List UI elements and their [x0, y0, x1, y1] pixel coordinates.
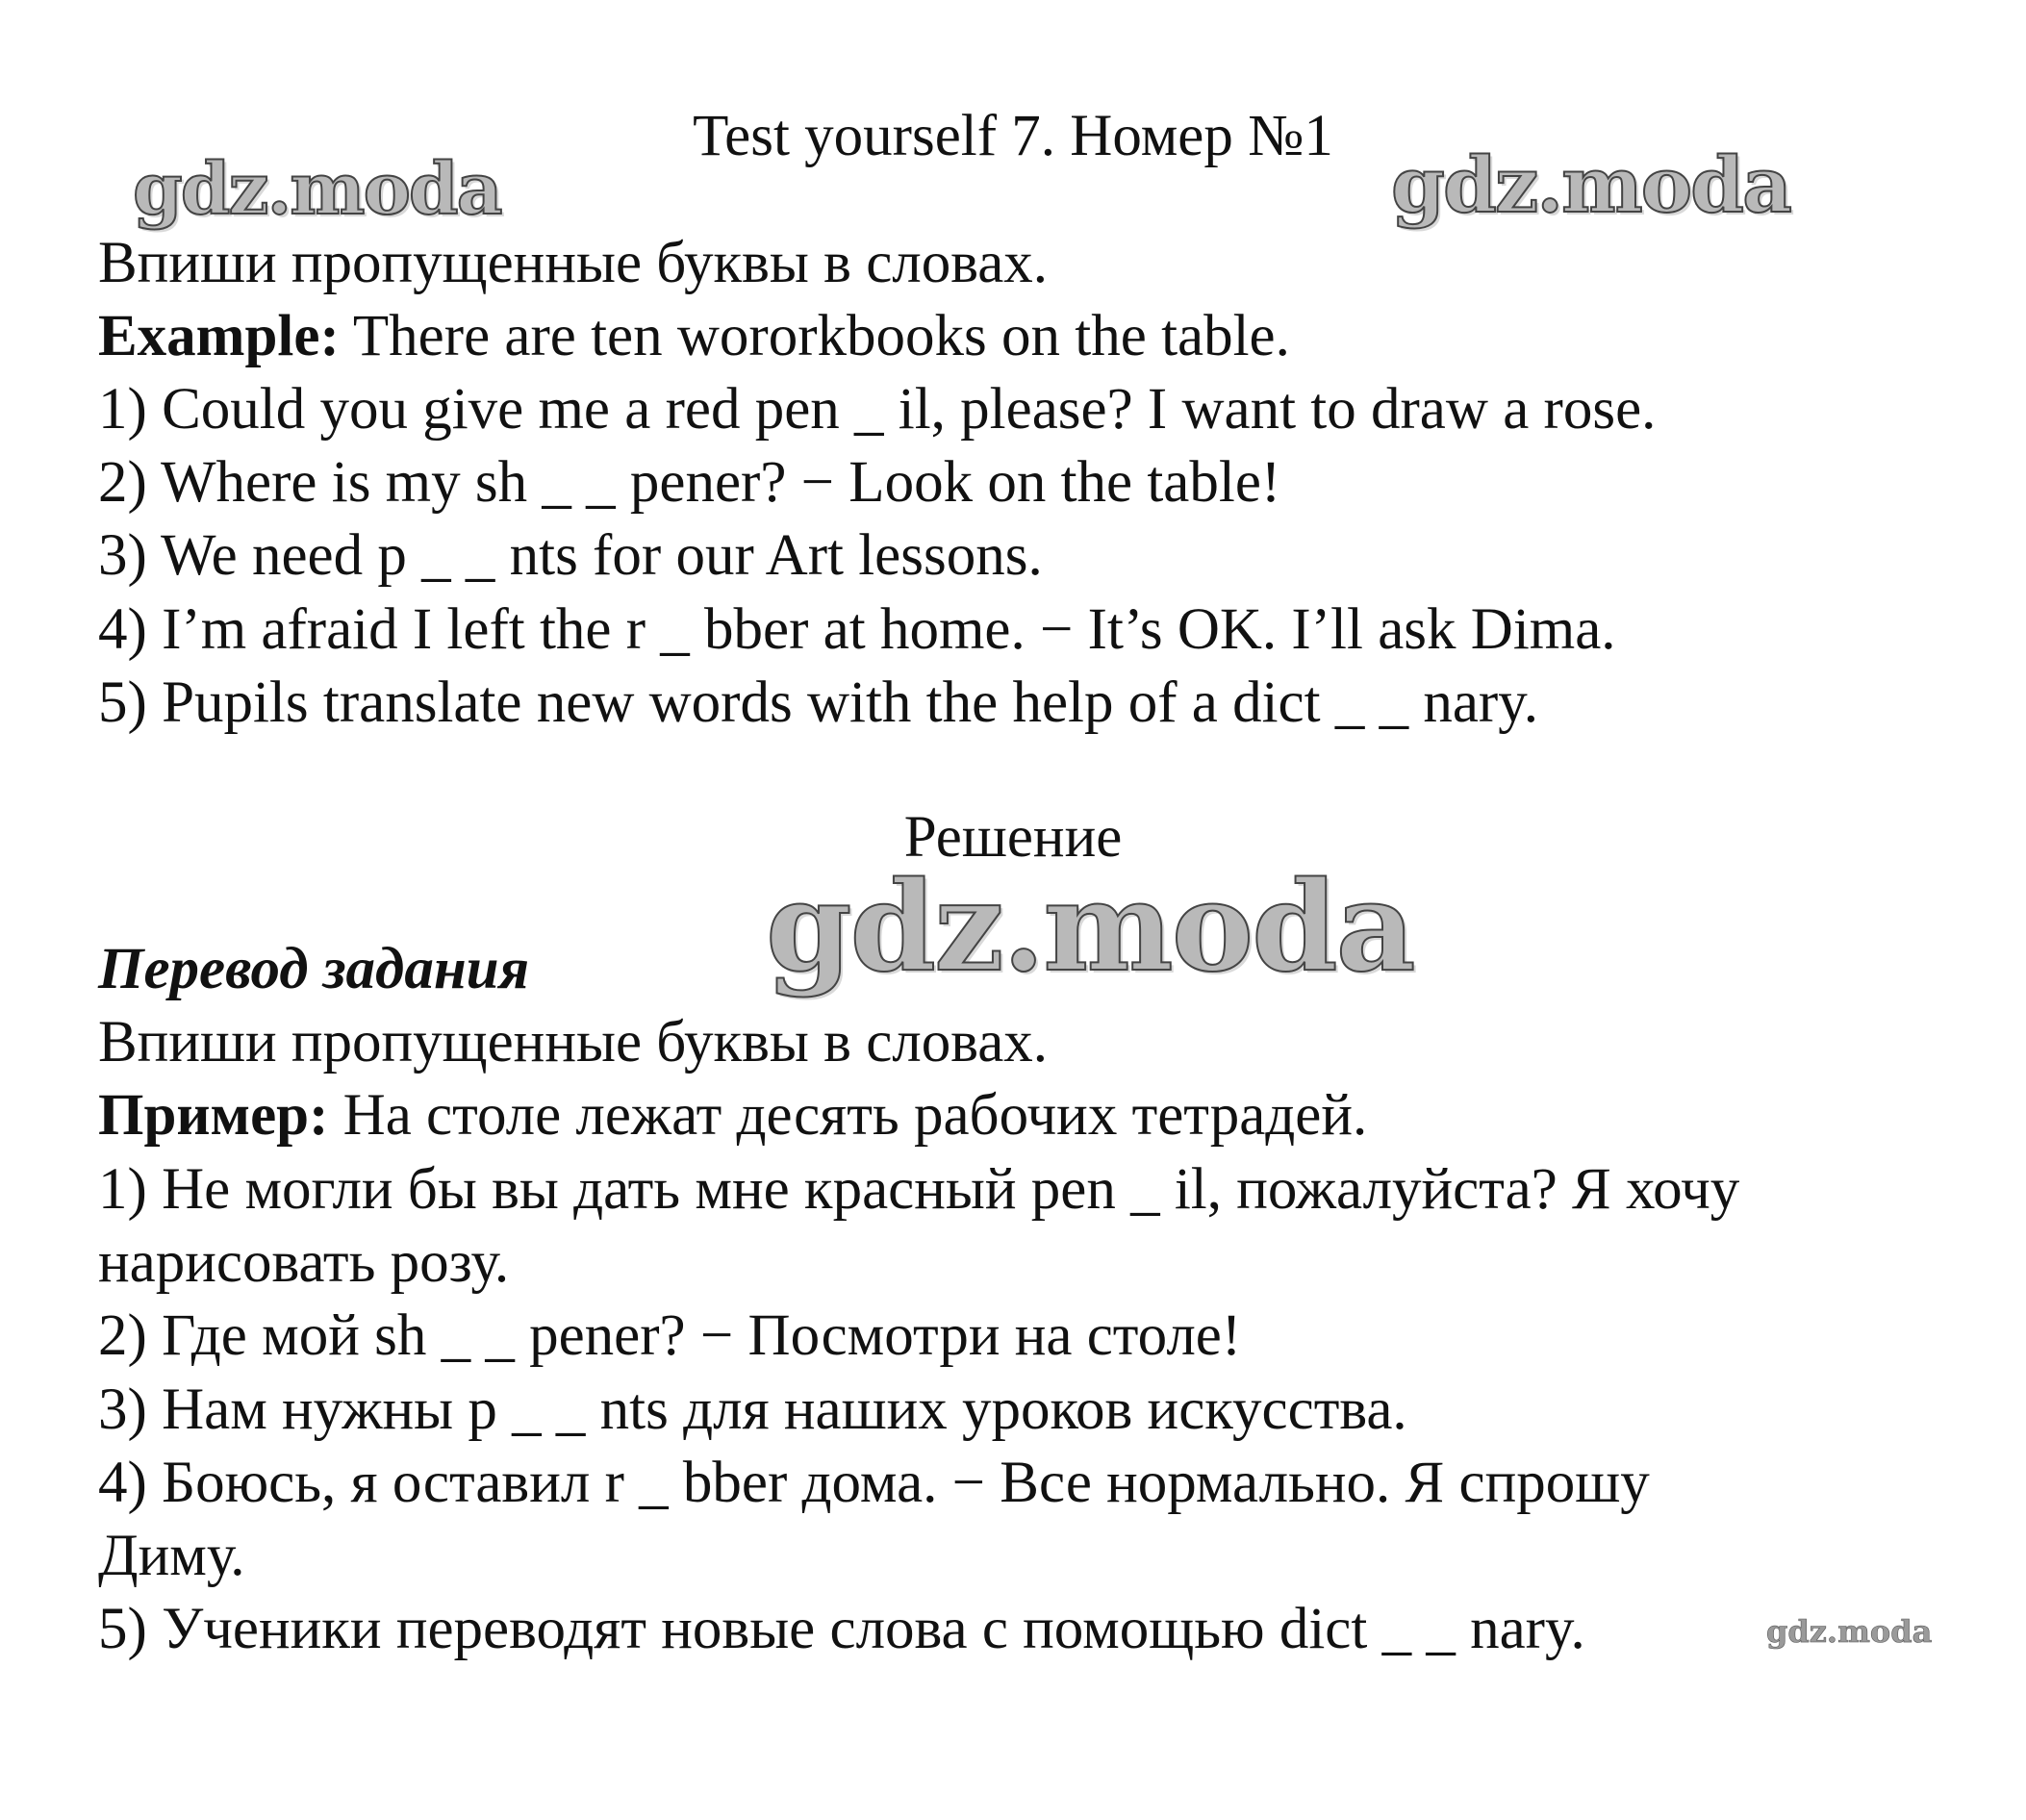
- solution-example-label: Пример:: [98, 1083, 329, 1148]
- solution-example: [98, 1079, 1367, 1152]
- task-item-1: 1) Could you give me a red pen _ il, please? I want to draw a rose.: [98, 377, 1657, 442]
- solution-line-3: 3) Нам нужны p _ _ nts для наших уроков искусства.: [98, 1378, 1407, 1442]
- task-item-4: 4) I’m afraid I left the r _ bber at home. − It’s OK. I’ll ask Dima.: [98, 597, 1616, 662]
- solution-line-1-cont: нарисовать розу.: [98, 1230, 510, 1295]
- task-item-5: 5) Pupils translate new words with the help of a dict _ _ nary.: [98, 670, 1539, 735]
- task-item-2: 2) Where is my sh _ _ pener? − Look on the table!: [98, 450, 1281, 515]
- solution-line-4: 4) Боюсь, я оставил r _ bber дома. − Все нормально. Я спрошу: [98, 1451, 1650, 1515]
- solution-line-5: 5) Ученики переводят новые слова с помощью dict _ _ nary.: [98, 1597, 1585, 1661]
- solution-line-1: 1) Не могли бы вы дать мне красный pen _ il, пожалуйста? Я хочу: [98, 1157, 1740, 1222]
- solution-heading: Решение: [903, 805, 1123, 870]
- solution-example-text: На столе лежат десять рабочих тетрадей.: [328, 1083, 1368, 1148]
- example-label: Example:: [98, 304, 340, 368]
- task-item-3: 3) We need p _ _ nts for our Art lessons.: [98, 523, 1043, 588]
- translation-heading: Перевод задания: [98, 937, 530, 1001]
- watermark-bottom-small: gdz.moda: [1766, 1613, 1933, 1650]
- task-example: [98, 300, 1290, 373]
- solution-instruction: Впиши пропущенные буквы в словах.: [98, 1010, 1049, 1074]
- solution-line-4-cont: Диму.: [98, 1524, 245, 1588]
- watermark-top-right: gdz.moda: [1391, 139, 1790, 230]
- watermark-center: gdz.moda: [766, 855, 1414, 999]
- watermark-top-left: gdz.moda: [133, 148, 501, 231]
- solution-line-2: 2) Где мой sh _ _ pener? − Посмотри на столе!: [98, 1303, 1242, 1368]
- page-title: Test yourself 7. Номер №1: [693, 104, 1333, 168]
- example-text: There are ten wororkbooks on the table.: [339, 304, 1290, 368]
- task-instruction: Впиши пропущенные буквы в словах.: [98, 231, 1049, 295]
